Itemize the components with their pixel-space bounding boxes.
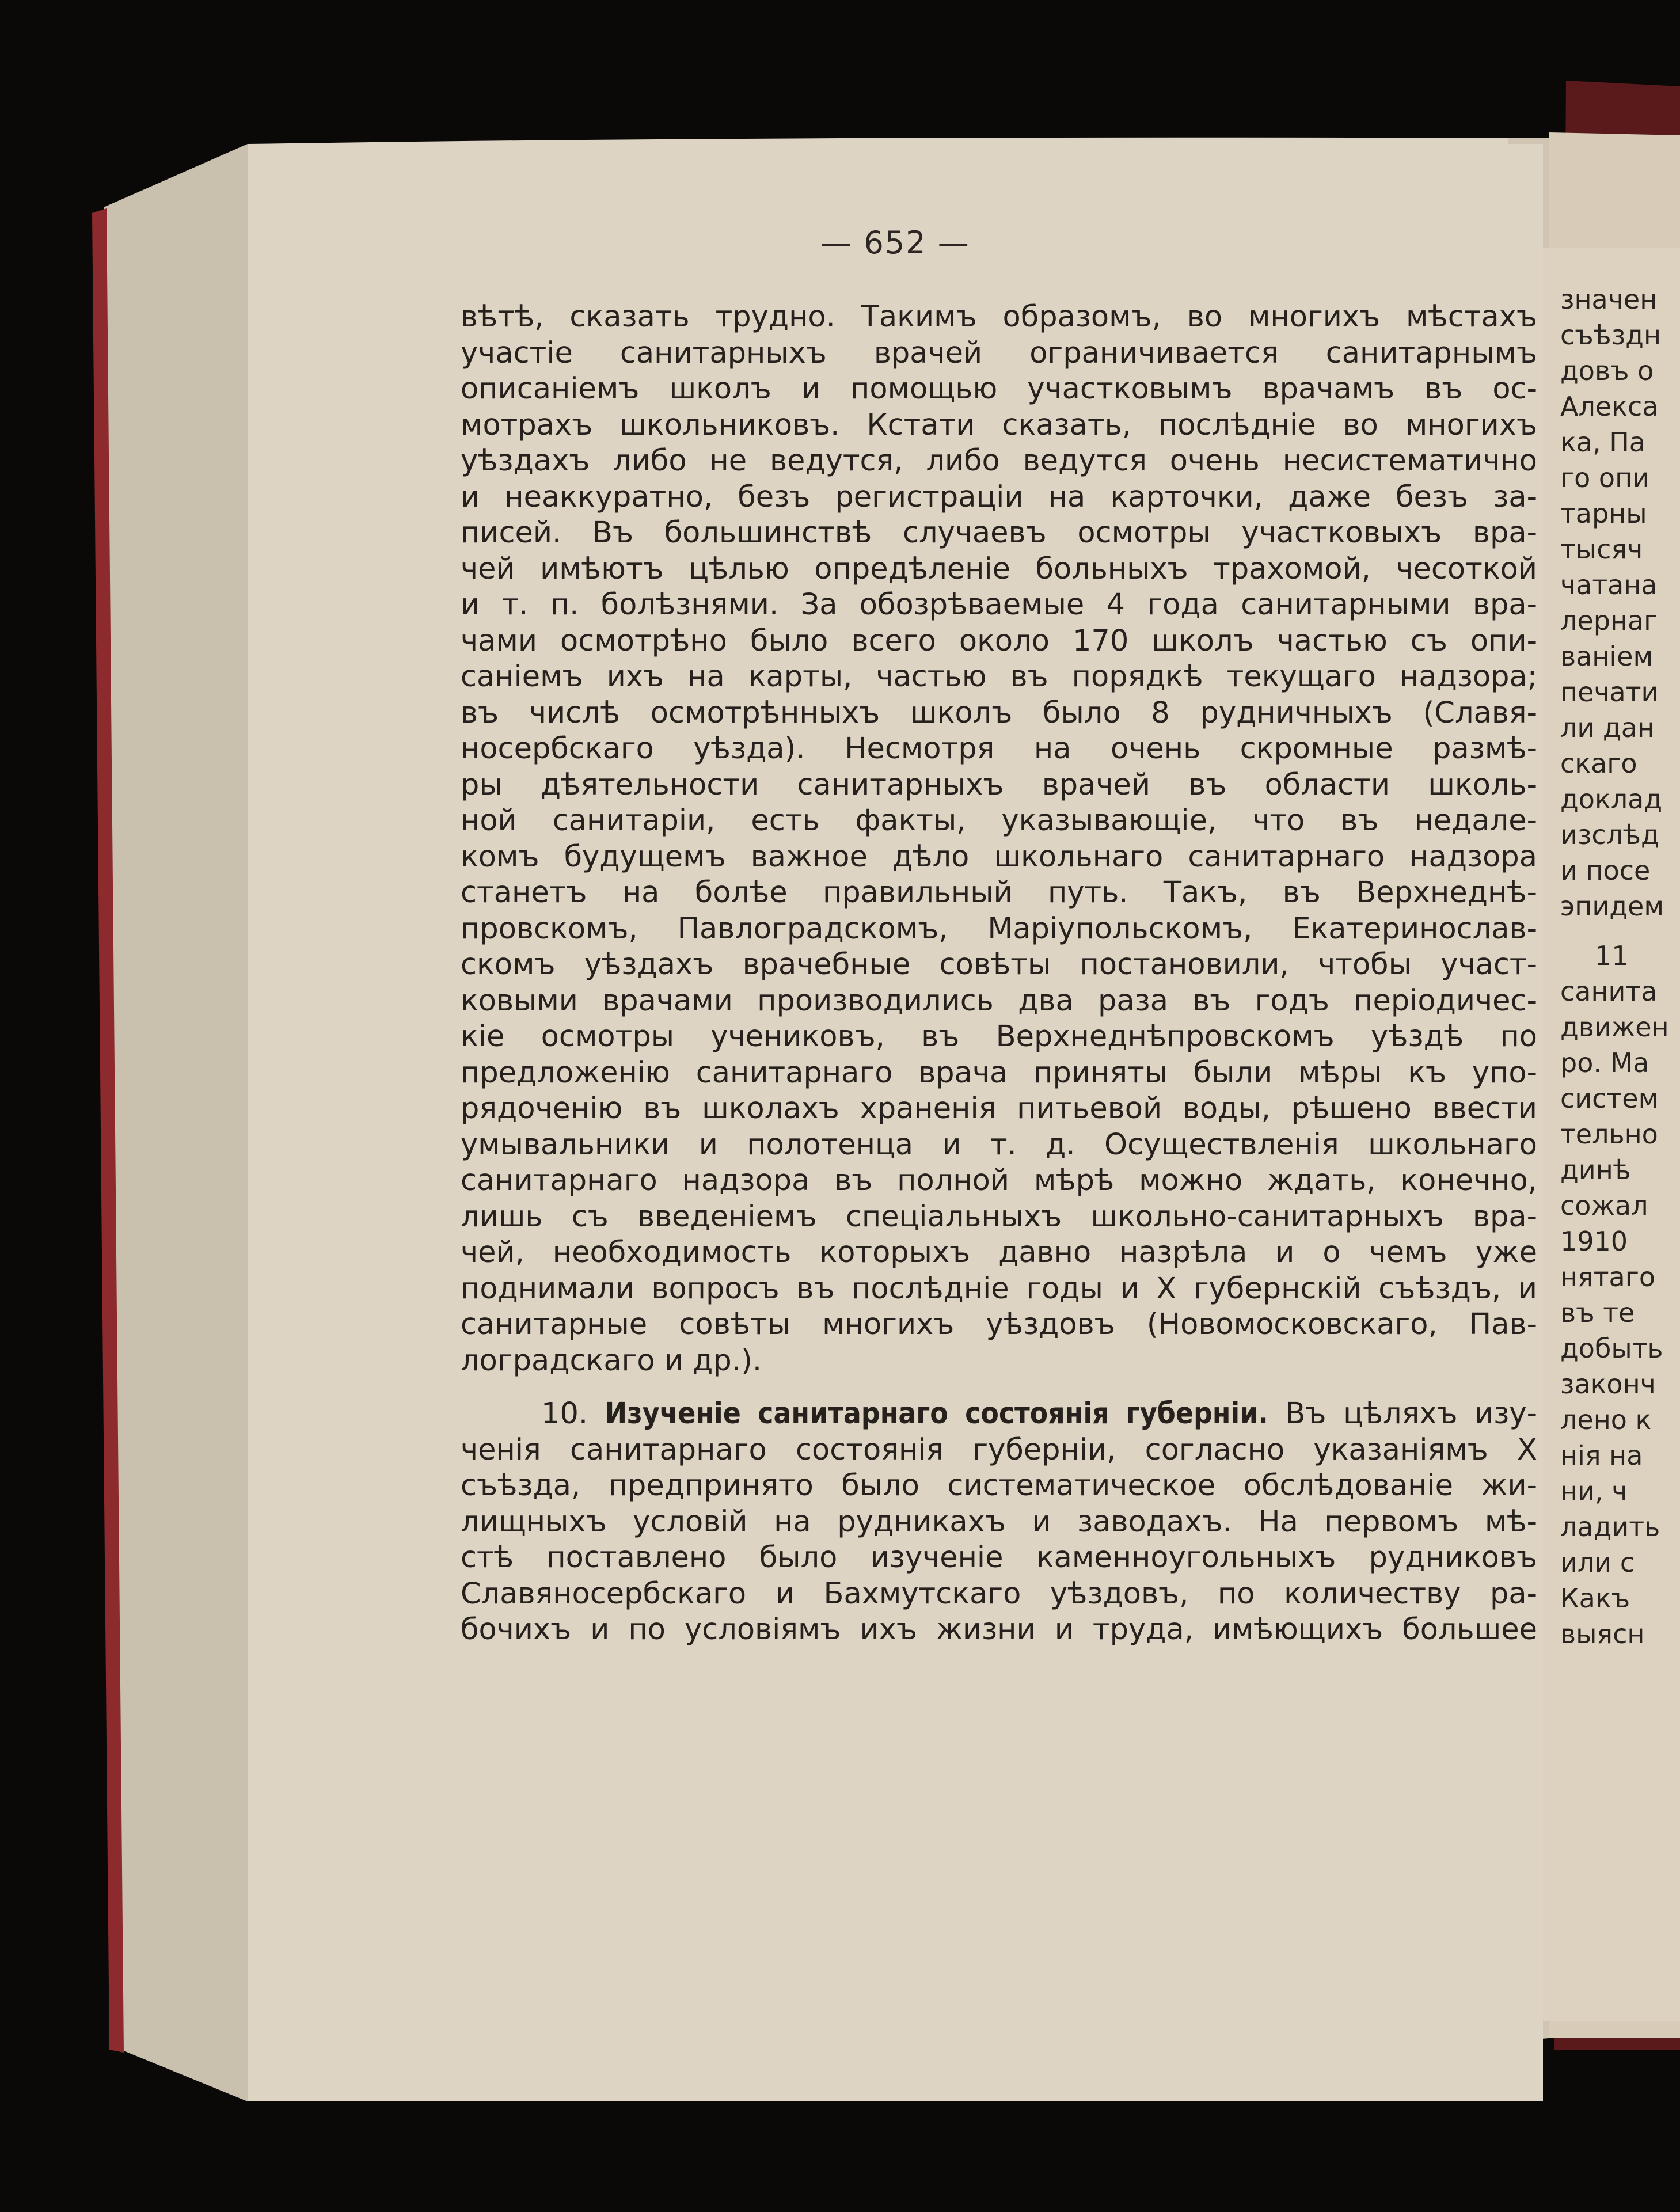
section-heading: Изученіе санитарнаго состоянія губерніи.: [605, 1397, 1268, 1431]
facing-page-line: въ те: [1560, 1297, 1635, 1328]
text-line: съѣзда, предпринято было систематическое обслѣдованіе жи-: [461, 1469, 1537, 1503]
facing-page-line: выясн: [1560, 1618, 1645, 1650]
facing-page-line: законч: [1560, 1369, 1656, 1400]
text-line: участіе санитарныхъ врачей ограничивается санитарнымъ: [461, 336, 1537, 370]
facing-page-line: нія на: [1560, 1440, 1643, 1471]
facing-page-line: нятаго: [1560, 1261, 1656, 1293]
text-line: предложенію санитарнаго врача приняты были мѣры къ упо-: [461, 1055, 1537, 1090]
text-line: умывальники и полотенца и т. д. Осуществленія школьнаго: [461, 1127, 1537, 1162]
text-line: носербскаго уѣзда). Несмотря на очень скромные размѣ-: [461, 732, 1537, 766]
paragraph-1: [461, 299, 1537, 1379]
page-number: — 652 —: [820, 225, 970, 261]
text-line: Славяносербскаго и Бахмутскаго уѣздовъ, по количеству ра-: [461, 1576, 1537, 1611]
facing-page-line: съѣздн: [1560, 320, 1662, 351]
facing-page-line: Какъ: [1560, 1583, 1630, 1614]
facing-page-line: Алекса: [1560, 391, 1659, 422]
text-line: провскомъ, Павлоградскомъ, Маріупольскомъ, Екатеринослав-: [461, 911, 1537, 946]
facing-page-line: ро. Ма: [1560, 1047, 1649, 1078]
text-line: лишь съ введеніемъ спеціальныхъ школьно-санитарныхъ вра-: [461, 1199, 1537, 1234]
text-line: въ числѣ осмотрѣнныхъ школъ было 8 рудничныхъ (Славя-: [461, 695, 1537, 730]
text-line: санитарные совѣты многихъ уѣздовъ (Новомосковскаго, Пав-: [461, 1308, 1537, 1341]
facing-page-line: скаго: [1560, 748, 1637, 779]
paragraph-gap: [461, 1379, 1537, 1396]
facing-page-line: ли дан: [1560, 712, 1655, 743]
page-body: [461, 299, 1537, 1648]
book-page: [248, 144, 1543, 2101]
facing-page-line: сожал: [1560, 1190, 1648, 1221]
text-line: и неаккуратно, безъ регистраціи на карточки, даже безъ за-: [461, 480, 1537, 514]
text-line: ковыми врачами производились два раза въ годъ періодичес-: [461, 983, 1537, 1018]
text-line: санитарнаго надзора въ полной мѣрѣ можно ждать, конечно,: [461, 1164, 1537, 1198]
facing-page-line: тысяч: [1560, 534, 1643, 565]
facing-page-line: доклад: [1560, 784, 1663, 815]
text-line: кіе осмотры учениковъ, въ Верхнеднѣпровскомъ уѣздѣ по: [461, 1020, 1537, 1054]
facing-page-line: чатана: [1560, 569, 1658, 600]
paragraph-2: [461, 1396, 1537, 1648]
text-line: писей. Въ большинствѣ случаевъ осмотры участковыхъ вра-: [461, 516, 1537, 550]
text-line: поднимали вопросъ въ послѣдніе годы и X губернскій съѣздъ, и: [461, 1271, 1537, 1306]
text-line: описаніемъ школъ и помощью участковымъ врачамъ въ ос-: [461, 372, 1537, 406]
facing-page-line: го опи: [1560, 462, 1650, 493]
facing-page-line: лено к: [1560, 1404, 1652, 1435]
facing-page-line: изслѣд: [1560, 819, 1659, 850]
facing-page-edge: [1543, 248, 1680, 2021]
facing-page-line: эпидем: [1560, 891, 1664, 922]
text-line: стѣ поставлено было изученіе каменноугольныхъ рудниковъ: [461, 1541, 1537, 1575]
section-first-line-text: Въ цѣляхъ изу-: [1285, 1397, 1538, 1431]
facing-page-line: или с: [1560, 1547, 1635, 1578]
section-number: 10.: [541, 1397, 588, 1431]
text-line: рядоченію въ школахъ храненія питьевой воды, рѣшено ввести: [461, 1092, 1537, 1126]
facing-page-line: движен: [1560, 1012, 1669, 1043]
facing-page-line: значен: [1560, 284, 1658, 315]
section-heading-line: [461, 1396, 1537, 1432]
text-line: ной санитаріи, есть факты, указывающіе, что въ недале-: [461, 804, 1537, 838]
facing-page-line: ни, ч: [1560, 1476, 1628, 1507]
facing-page-line: тельно: [1560, 1119, 1658, 1150]
text-line: бочихъ и по условіямъ ихъ жизни и труда, имѣющихъ большее: [461, 1613, 1537, 1647]
text-line: чей имѣютъ цѣлью опредѣленіе больныхъ трахомой, чесоткой: [461, 552, 1537, 586]
facing-page-line: ладить: [1560, 1511, 1660, 1542]
facing-page-line: динѣ: [1560, 1154, 1631, 1185]
text-line: комъ будущемъ важное дѣло школьнаго санитарнаго надзора: [461, 839, 1537, 874]
facing-page-line: добыть: [1560, 1333, 1663, 1364]
text-line: чей, необходимость которыхъ давно назрѣла и о чемъ уже: [461, 1236, 1537, 1270]
text-line: ры дѣятельности санитарныхъ врачей въ области школь-: [461, 767, 1537, 802]
text-line: вѣтѣ, сказать трудно. Такимъ образомъ, во многихъ мѣстахъ: [461, 300, 1537, 334]
text-line: и т. п. болѣзнями. За обозрѣваемые 4 года санитарными вра-: [461, 588, 1537, 622]
text-line: ченія санитарнаго состоянія губерніи, согласно указаніямъ X: [461, 1432, 1537, 1467]
facing-page-line: 11: [1595, 940, 1629, 971]
text-line: чами осмотрѣно было всего около 170 школъ частью съ опи-: [461, 624, 1537, 658]
text-line: мотрахъ школьниковъ. Кстати сказать, послѣдніе во многихъ: [461, 408, 1537, 442]
facing-page-line: санита: [1560, 976, 1658, 1007]
facing-page-line: ка, Па: [1560, 427, 1645, 458]
facing-page-line: печати: [1560, 676, 1659, 708]
text-line: лоградскаго и др.).: [461, 1343, 762, 1378]
text-line: уѣздахъ либо не ведутся, либо ведутся очень несистематично: [461, 444, 1537, 478]
text-line: скомъ уѣздахъ врачебные совѣты постановили, чтобы участ-: [461, 948, 1537, 982]
facing-page-line: систем: [1560, 1083, 1659, 1114]
facing-page-line: довъ о: [1560, 355, 1654, 386]
facing-page-line: тарны: [1560, 498, 1647, 529]
facing-page-line: ваніем: [1560, 641, 1654, 672]
text-line: саніемъ ихъ на карты, частью въ порядкѣ текущаго надзора;: [461, 660, 1537, 694]
facing-page-line: 1910: [1560, 1226, 1628, 1257]
text-line: станетъ на болѣе правильный путь. Такъ, въ Верхнеднѣ-: [461, 876, 1537, 910]
facing-page-line: и посе: [1560, 855, 1651, 886]
text-line: лищныхъ условій на рудникахъ и заводахъ. На первомъ мѣ-: [461, 1504, 1537, 1539]
facing-page-line: лернаг: [1560, 605, 1658, 636]
